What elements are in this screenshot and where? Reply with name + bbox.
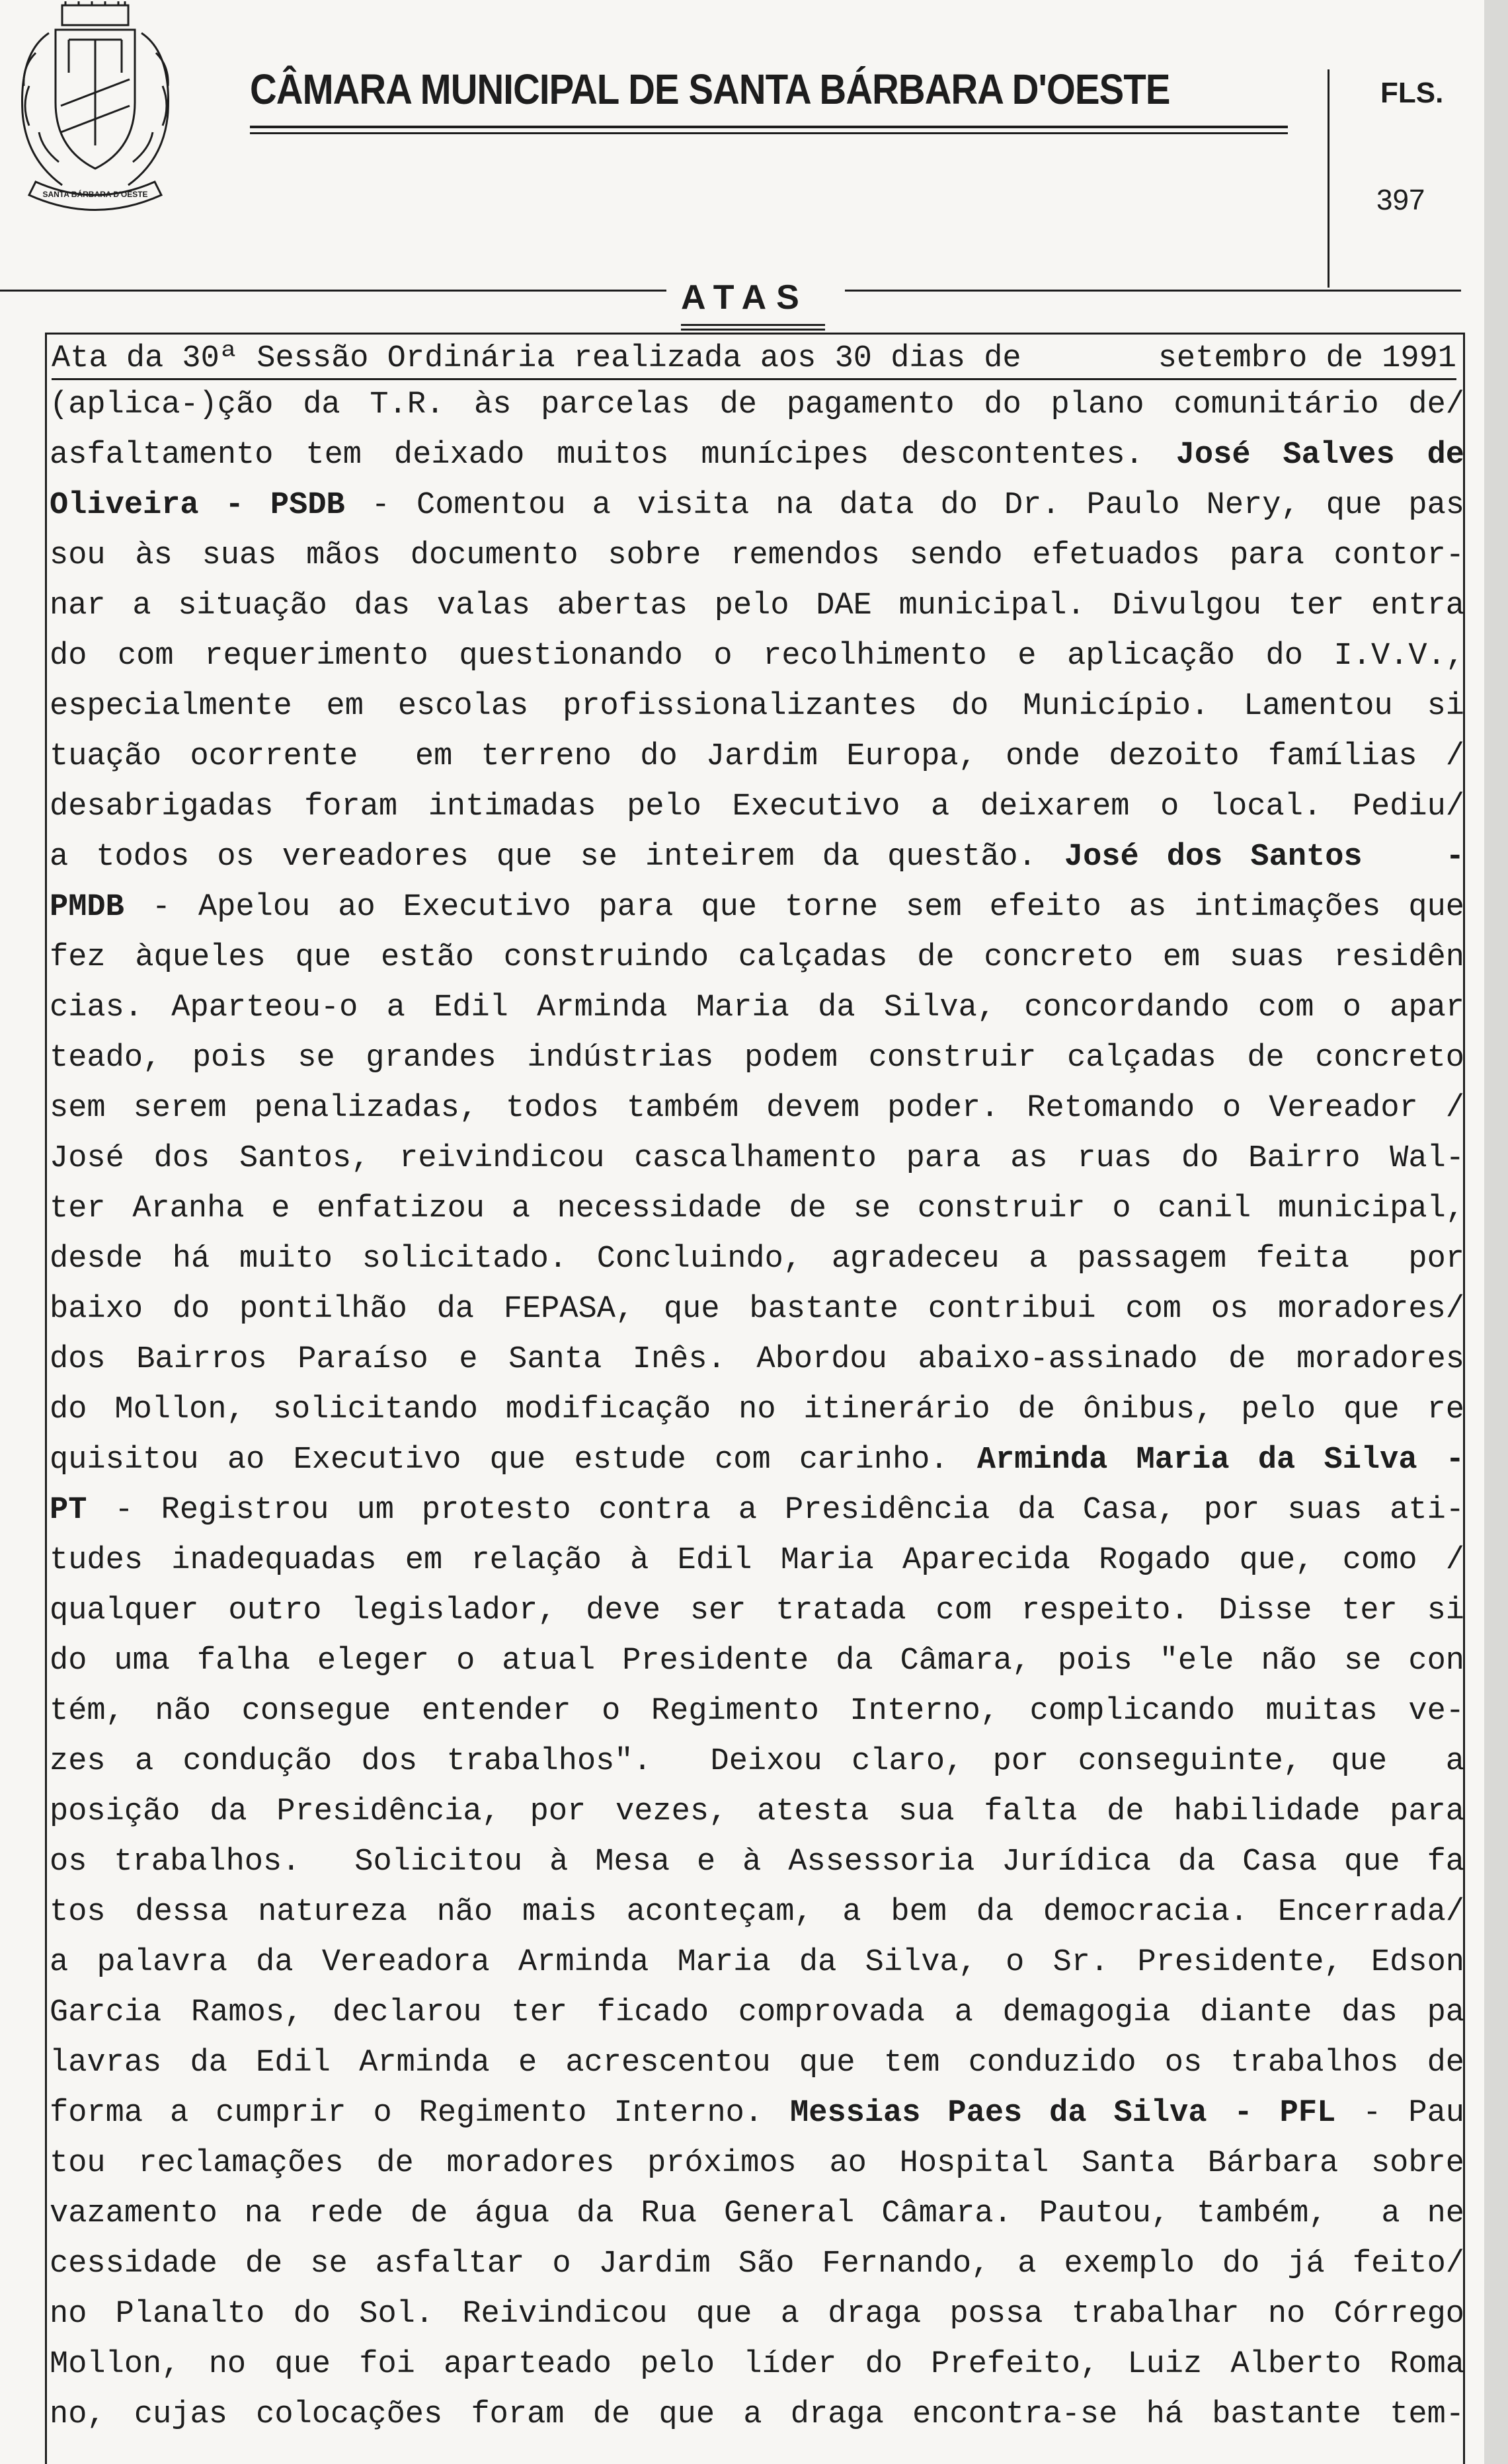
- section-title-underline: [681, 324, 825, 326]
- minutes-line: [50, 832, 1464, 883]
- minutes-text: sou às suas mãos documento sobre remendos sendo efetuados para contor-: [50, 538, 1464, 573]
- minutes-text: desde há muito solicitado. Concluindo, agradeceu a passagem feita por: [50, 1242, 1464, 1277]
- minutes-text: vazamento na rede de água da Rua General Câmara. Pautou, também, a ne: [50, 2196, 1464, 2231]
- folio-label: FLS.: [1380, 77, 1444, 109]
- minutes-text: teado, pois se grandes indústrias podem construir calçadas de concreto: [50, 1041, 1464, 1076]
- minutes-text: dos Bairros Paraíso e Santa Inês. Abordou abaixo-assinado de moradores: [50, 1342, 1464, 1377]
- section-title: ATAS: [681, 278, 809, 317]
- minutes-line: [50, 1737, 1464, 1787]
- minutes-line: [50, 2038, 1464, 2088]
- minutes-line: [50, 1435, 1464, 1486]
- minutes-line: [50, 732, 1464, 782]
- minutes-text: do com requerimento questionando o recolhimento e aplicação do I.V.V.,: [50, 639, 1464, 674]
- minutes-line: [50, 2139, 1464, 2189]
- minutes-text: desabrigadas foram intimadas pelo Executivo a deixarem o local. Pediu/: [50, 789, 1464, 824]
- minutes-line: [50, 2239, 1464, 2289]
- minutes-line: [50, 581, 1464, 631]
- minutes-text: tos dessa natureza não mais aconteçam, a bem da democracia. Encerrada/: [50, 1895, 1464, 1930]
- minutes-line: [50, 1938, 1464, 1988]
- minutes-line: [50, 933, 1464, 983]
- minutes-text: cessidade de se asfaltar o Jardim São Fernando, a exemplo do já feito/: [50, 2246, 1464, 2282]
- section-rule-right: [845, 290, 1461, 292]
- minutes-line: [50, 1837, 1464, 1888]
- minutes-text: (aplica-)ção da T.R. às parcelas de pagamento do plano comunitário de/: [50, 387, 1464, 422]
- minutes-line: [50, 2390, 1464, 2440]
- minutes-line: [50, 1084, 1464, 1134]
- minutes-line: [50, 631, 1464, 682]
- minutes-line: [50, 2340, 1464, 2390]
- minutes-text: a palavra da Vereadora Arminda Maria da Silva, o Sr. Presidente, Edson: [50, 1945, 1464, 1980]
- minutes-line: [50, 2189, 1464, 2239]
- minutes-text: sem serem penalizadas, todos também devem poder. Retomando o Vereador /: [50, 1091, 1464, 1126]
- minutes-line: [50, 481, 1464, 531]
- minutes-line: [50, 983, 1464, 1033]
- minutes-text: do uma falha eleger o atual Presidente da Câmara, pois "ele não se con: [50, 1644, 1464, 1679]
- minutes-text: no Planalto do Sol. Reivindicou que a draga possa trabalhar no Córrego: [50, 2297, 1464, 2332]
- minutes-text: cias. Aparteou-o a Edil Arminda Maria da Silva, concordando com o apar: [50, 990, 1464, 1025]
- section-title-underline-2: [681, 329, 825, 331]
- minutes-line: [50, 1586, 1464, 1636]
- chamber-title: CÂMARA MUNICIPAL DE SANTA BÁRBARA D'OESTE: [250, 65, 1170, 113]
- minutes-line: [50, 883, 1464, 933]
- minutes-line: [50, 1888, 1464, 1938]
- minutes-text: qualquer outro legislador, deve ser tratada com respeito. Disse ter si: [50, 1593, 1464, 1628]
- minutes-text: lavras da Edil Arminda e acrescentou que tem conduzido os trabalhos de: [50, 2046, 1464, 2081]
- minutes-text: forma a cumprir o Regimento Interno.: [50, 2096, 791, 2131]
- minutes-text: - Registrou um protesto contra a Presidência da Casa, por suas ati-: [87, 1493, 1464, 1528]
- minutes-text: quisitou ao Executivo que estude com carinho.: [50, 1443, 977, 1478]
- minutes-line: [50, 1033, 1464, 1084]
- minutes-line: [50, 430, 1464, 481]
- minutes-text: nar a situação das valas abertas pelo DAE municipal. Divulgou ter entra: [50, 588, 1464, 623]
- minutes-text: ter Aranha e enfatizou a necessidade de se construir o canil municipal,: [50, 1191, 1464, 1226]
- speaker-name: José dos Santos -: [1064, 840, 1465, 875]
- minutes-text: Mollon, no que foi aparteado pelo líder do Prefeito, Luiz Alberto Roma: [50, 2347, 1464, 2382]
- city-coat-of-arms-logo: [9, 0, 182, 218]
- header-rule: [250, 126, 1288, 128]
- minutes-text: tudes inadequadas em relação à Edil Maria Aparecida Rogado que, como /: [50, 1543, 1464, 1578]
- minutes-line: [50, 531, 1464, 581]
- speaker-name: Messias Paes da Silva - PFL: [790, 2096, 1336, 2131]
- minutes-line: [50, 1687, 1464, 1737]
- minutes-line: [50, 1234, 1464, 1285]
- header-rule-secondary: [250, 132, 1288, 134]
- minutes-line: [50, 2088, 1464, 2139]
- minutes-text: José dos Santos, reivindicou cascalhamento para as ruas do Bairro Wal-: [50, 1141, 1464, 1176]
- minutes-text: tém, não consegue entender o Regimento Interno, complicando muitas ve-: [50, 1694, 1464, 1729]
- speaker-name: Oliveira - PSDB: [50, 488, 345, 523]
- svg-text:SANTA BÁRBARA D'OESTE: SANTA BÁRBARA D'OESTE: [42, 190, 148, 199]
- minutes-line: [50, 1285, 1464, 1335]
- minutes-line: [50, 1636, 1464, 1687]
- minutes-text: a todos os vereadores que se inteirem da questão.: [50, 840, 1064, 875]
- minutes-line: [50, 1787, 1464, 1837]
- minutes-line: [50, 1335, 1464, 1385]
- minutes-text: posição da Presidência, por vezes, atesta sua falta de habilidade para: [50, 1794, 1464, 1829]
- minutes-text: tuação ocorrente em terreno do Jardim Europa, onde dezoito famílias /: [50, 739, 1464, 774]
- minutes-text: baixo do pontilhão da FEPASA, que bastante contribui com os moradores/: [50, 1292, 1464, 1327]
- minutes-line: [50, 1184, 1464, 1234]
- speaker-name: José Salves de: [1175, 438, 1464, 473]
- speaker-name: PT: [50, 1493, 87, 1528]
- minutes-text: - Apelou ao Executivo para que torne sem efeito as intimações que: [124, 890, 1464, 925]
- speaker-name: Arminda Maria da Silva -: [976, 1443, 1464, 1478]
- minutes-text: zes a condução dos trabalhos". Deixou claro, por conseguinte, que a: [50, 1744, 1464, 1779]
- minutes-body: [50, 380, 1464, 2440]
- minutes-text: especialmente em escolas profissionalizantes do Município. Lamentou si: [50, 689, 1464, 724]
- minutes-text: no, cujas colocações foram de que a draga encontra-se há bastante tem-: [50, 2397, 1464, 2432]
- minutes-text: do Mollon, solicitando modificação no itinerário de ônibus, pelo que re: [50, 1392, 1464, 1427]
- minutes-text: - Comentou a visita na data do Dr. Paulo Nery, que pas: [344, 488, 1464, 523]
- minutes-frame-top: [45, 333, 1465, 335]
- minutes-text: os trabalhos. Solicitou à Mesa e à Assessoria Jurídica da Casa que fa: [50, 1845, 1464, 1880]
- minutes-line: [50, 1486, 1464, 1536]
- minutes-line: [50, 380, 1464, 430]
- session-header: [52, 337, 1456, 381]
- minutes-line: [50, 1536, 1464, 1586]
- minutes-frame-left: [45, 333, 47, 2464]
- speaker-name: PMDB: [50, 890, 124, 925]
- page-edge: [1484, 0, 1508, 2464]
- minutes-text: fez àqueles que estão construindo calçadas de concreto em suas residên: [50, 940, 1464, 975]
- header-divider: [1328, 69, 1329, 288]
- session-header-prefix: Ata da 30ª Sessão Ordinária realizada aos 30 dias de: [52, 341, 1021, 376]
- minutes-line: [50, 782, 1464, 832]
- minutes-line: [50, 2289, 1464, 2340]
- minutes-text: tou reclamações de moradores próximos ao Hospital Santa Bárbara sobre: [50, 2146, 1464, 2181]
- minutes-line: [50, 1134, 1464, 1184]
- minutes-text: Garcia Ramos, declarou ter ficado comprovada a demagogia diante das pa: [50, 1995, 1464, 2030]
- minutes-text: - Pau: [1335, 2096, 1464, 2131]
- minutes-text: asfaltamento tem deixado muitos munícipes descontentes.: [50, 438, 1176, 473]
- session-date: setembro de 1991: [1158, 341, 1456, 376]
- folio-number: 397: [1376, 184, 1425, 216]
- minutes-line: [50, 682, 1464, 732]
- minutes-line: [50, 1988, 1464, 2038]
- section-rule-left: [0, 290, 666, 292]
- minutes-line: [50, 1385, 1464, 1435]
